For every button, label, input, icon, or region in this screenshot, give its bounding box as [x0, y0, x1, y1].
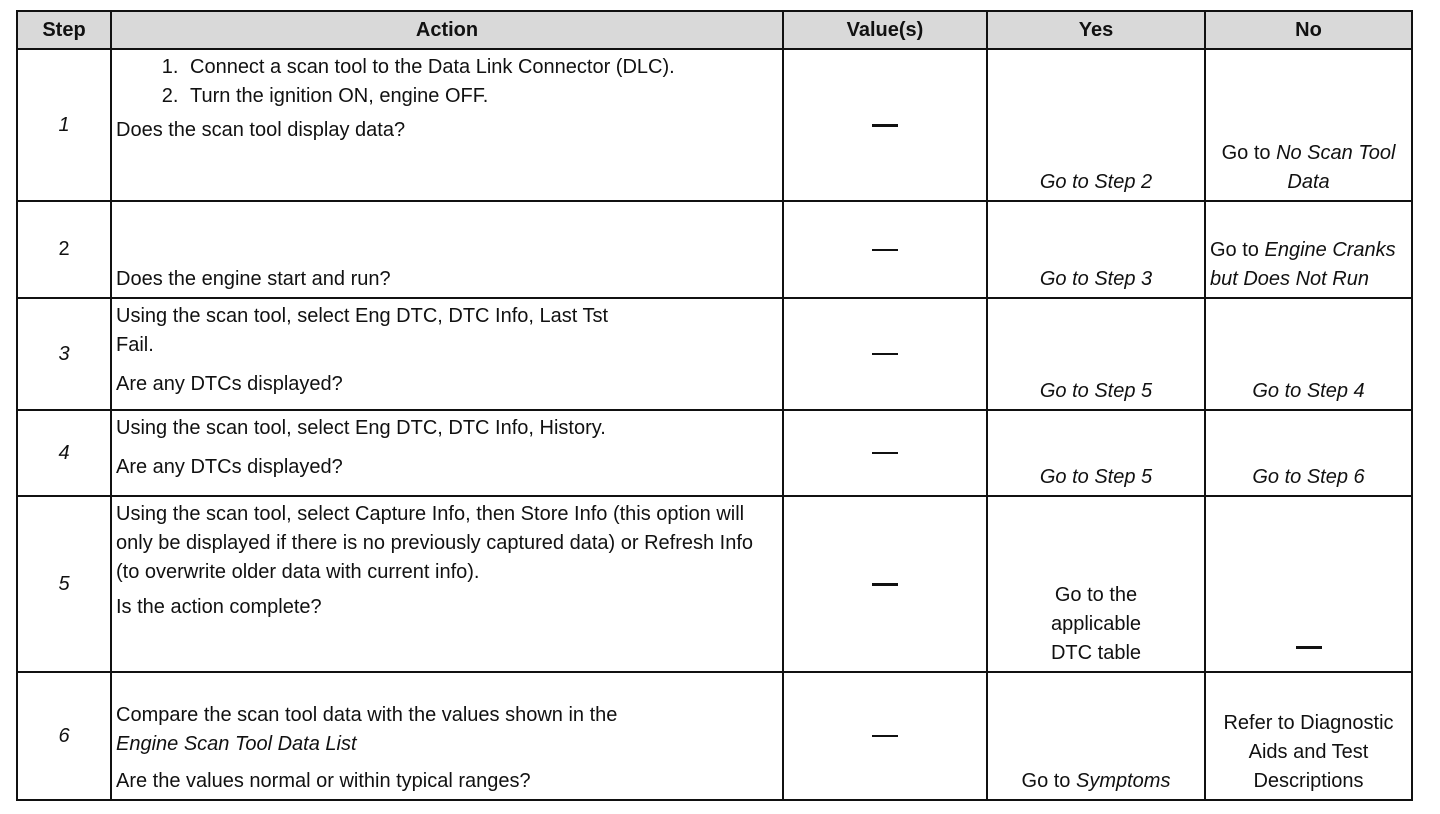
header-yes: Yes	[987, 11, 1205, 49]
action-cell	[111, 410, 783, 496]
no-cell: Go to Step 6	[1205, 410, 1412, 496]
header-action: Action	[111, 11, 783, 49]
yes-cell: Go to Symptoms	[987, 672, 1205, 800]
action-cell	[111, 672, 783, 800]
action-question: Are any DTCs displayed?	[116, 456, 343, 478]
list-item: 2. Turn the ignition ON, engine OFF.	[184, 82, 778, 111]
dash-mark	[872, 452, 898, 454]
value-cell	[783, 298, 987, 410]
dash-mark	[872, 583, 898, 586]
table-row	[17, 410, 1412, 496]
value-cell	[783, 672, 987, 800]
action-question: Does the scan tool display data?	[116, 119, 406, 141]
header-row	[17, 11, 1412, 49]
step-number: 4	[17, 410, 111, 496]
step-number: 5	[17, 496, 111, 672]
yes-cell: Go to Step 3	[987, 201, 1205, 298]
header-no: No	[1205, 11, 1412, 49]
no-cell: Go to Step 4	[1205, 298, 1412, 410]
dash-mark	[872, 353, 898, 355]
step-number: 6	[17, 672, 111, 800]
action-text: Using the scan tool, select Eng DTC, DTC Info, Last Tst Fail.	[116, 305, 609, 356]
action-question: Are any DTCs displayed?	[116, 373, 343, 395]
step-number: 2	[17, 201, 111, 298]
no-link[interactable]: No Scan Tool Data	[1276, 142, 1396, 193]
table-row	[17, 298, 1412, 410]
no-cell: Go to No Scan Tool Data	[1205, 49, 1412, 201]
dash-mark	[872, 249, 898, 251]
action-list	[116, 53, 778, 111]
action-text: Compare the scan tool data with the values shown in the	[116, 704, 618, 726]
action-cell	[111, 201, 783, 298]
action-link[interactable]: Engine Scan Tool Data List	[116, 733, 357, 755]
no-link[interactable]: Engine Cranks but Does Not Run	[1210, 239, 1396, 290]
yes-cell: Go to Step 5	[987, 298, 1205, 410]
action-text: Using the scan tool, select Eng DTC, DTC Info, History.	[116, 417, 606, 439]
table-row	[17, 201, 1412, 298]
table-row	[17, 496, 1412, 672]
list-item: 1. Connect a scan tool to the Data Link Connector (DLC).	[184, 53, 778, 82]
yes-link[interactable]: Symptoms	[1076, 770, 1171, 792]
value-cell	[783, 496, 987, 672]
action-question: Are the values normal or within typical ranges?	[116, 770, 531, 792]
table-row	[17, 672, 1412, 800]
header-step: Step	[17, 11, 111, 49]
action-cell	[111, 49, 783, 201]
yes-cell: Go to Step 5	[987, 410, 1205, 496]
dash-mark	[872, 124, 898, 127]
action-question: Does the engine start and run?	[116, 268, 391, 290]
dash-mark	[872, 735, 898, 737]
yes-cell: Go to the applicable DTC table	[987, 496, 1205, 672]
table-row	[17, 49, 1412, 201]
no-cell: Go to Engine Cranks but Does Not Run	[1205, 201, 1412, 298]
dash-mark	[1296, 646, 1322, 649]
step-number: 1	[17, 49, 111, 201]
action-question: Is the action complete?	[116, 596, 322, 618]
value-cell	[783, 410, 987, 496]
no-cell: Refer to Diagnostic Aids and Test Descriptions	[1205, 672, 1412, 800]
action-cell	[111, 298, 783, 410]
action-cell	[111, 496, 783, 672]
diagnostic-table	[16, 10, 1413, 801]
yes-cell: Go to Step 2	[987, 49, 1205, 201]
value-cell	[783, 49, 987, 201]
value-cell	[783, 201, 987, 298]
action-text: Using the scan tool, select Capture Info, then Store Info (this option will only be displayed if there is no previously captured data) or Refresh Info (to overwrite older data with current info).	[116, 503, 754, 583]
header-values: Value(s)	[783, 11, 987, 49]
step-number: 3	[17, 298, 111, 410]
no-cell	[1205, 496, 1412, 672]
